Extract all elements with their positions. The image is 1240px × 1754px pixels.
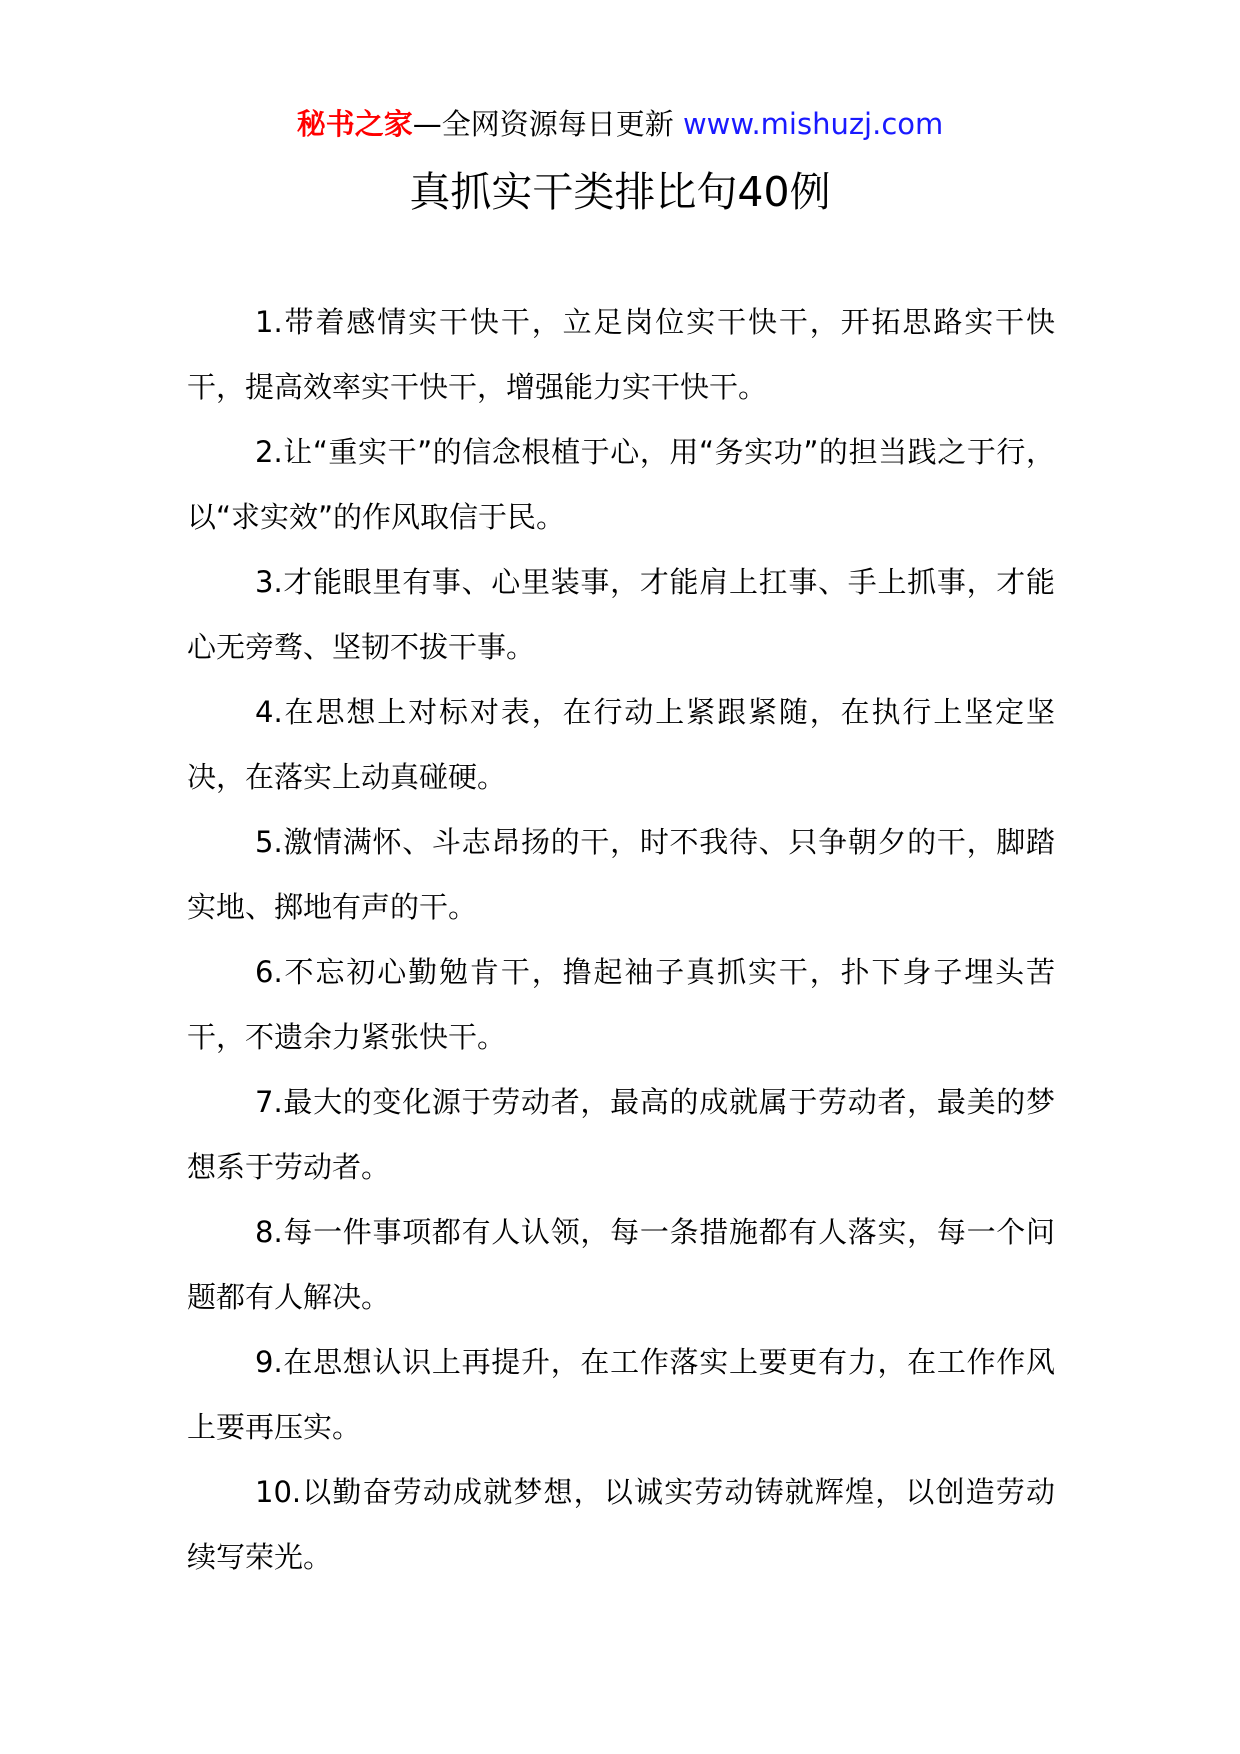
header-tagline: —全网资源每日更新 xyxy=(412,107,683,141)
list-item: 4.在思想上对标对表，在行动上紧跟紧随，在执行上坚定坚决，在落实上动真碰硬。 xyxy=(187,695,1055,794)
list-item: 5.激情满怀、斗志昂扬的干，时不我待、只争朝夕的干，脚踏实地、掷地有声的干。 xyxy=(187,825,1055,924)
list-item: 8.每一件事项都有人认领，每一条措施都有人落实，每一个问题都有人解决。 xyxy=(187,1215,1055,1314)
list-item: 6.不忘初心勤勉肯干，撸起袖子真抓实干，扑下身子埋头苦干，不遗余力紧张快干。 xyxy=(187,955,1055,1054)
brand-name: 秘书之家 xyxy=(296,107,413,141)
list-item: 2.让“重实干”的信念根植于心，用“务实功”的担当践之于行，以“求实效”的作风取信于民。 xyxy=(187,435,1055,534)
site-header xyxy=(0,100,1240,148)
document-body xyxy=(187,290,1055,1590)
list-item: 3.才能眼里有事、心里装事，才能肩上扛事、手上抓事，才能心无旁骛、坚韧不拔干事。 xyxy=(187,565,1055,664)
list-item: 1.带着感情实干快干，立足岗位实干快干，开拓思路实干快干，提高效率实干快干，增强能力实干快干。 xyxy=(187,305,1055,404)
site-url-link[interactable]: www.mishuzj.com xyxy=(682,107,944,141)
list-item: 7.最大的变化源于劳动者，最高的成就属于劳动者，最美的梦想系于劳动者。 xyxy=(187,1085,1055,1184)
document-title: 真抓实干类排比句40例 xyxy=(409,168,831,216)
list-item: 9.在思想认识上再提升，在工作落实上要更有力，在工作作风上要再压实。 xyxy=(187,1345,1055,1444)
list-item: 10.以勤奋劳动成就梦想，以诚实劳动铸就辉煌，以创造劳动续写荣光。 xyxy=(187,1475,1055,1574)
